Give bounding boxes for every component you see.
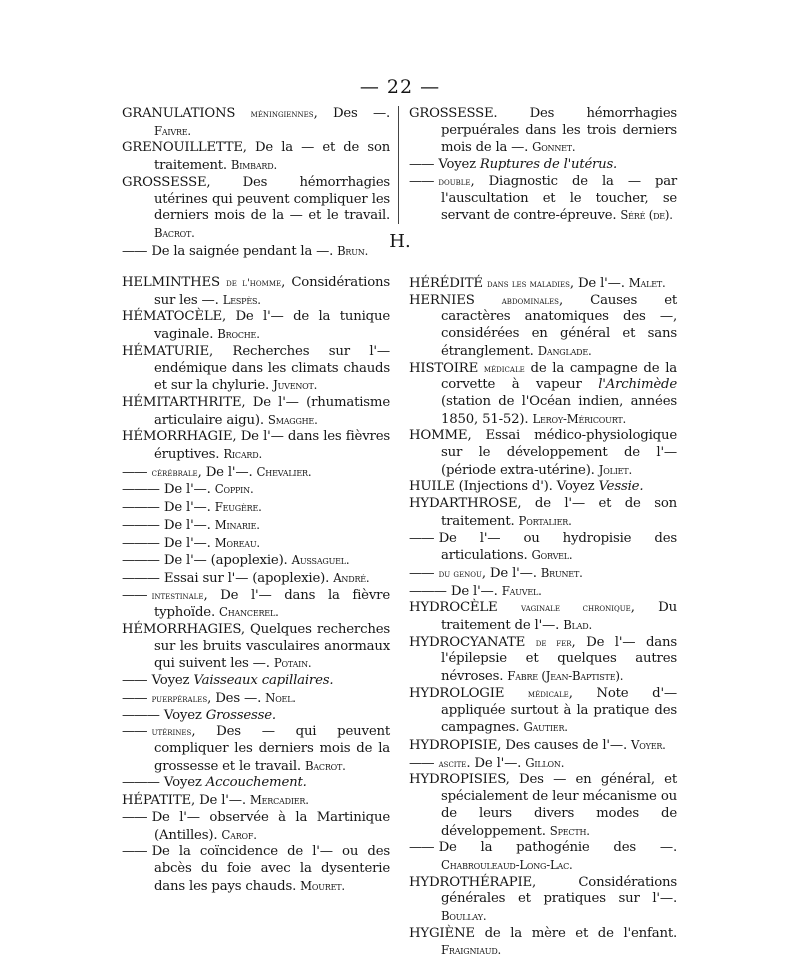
- entry-text: Essai sur l'— (apoplexie).: [163, 570, 330, 586]
- entry-author: Aussaguel.: [291, 553, 350, 568]
- entry-heading: HÉMATURIE: [122, 343, 210, 359]
- entry-author: Coppin.: [214, 482, 254, 497]
- entry-qualifier: dans les maladies: [486, 278, 570, 290]
- entry-author: Mercadier.: [249, 793, 309, 808]
- entry-text: Voyez: [163, 707, 202, 723]
- entry-author: Fraigniaud.: [441, 943, 502, 958]
- index-entry: [409, 686, 677, 737]
- ditto-dash: ———: [122, 553, 159, 569]
- entry-text: , De l'— dans l'épilepsie et quelques autres névroses.: [441, 634, 677, 685]
- entry-heading: HYDROTHÉRAPIE: [409, 874, 533, 890]
- entry-author: Leroy-Méricourt.: [532, 411, 627, 426]
- entry-author: Fauvel.: [501, 583, 542, 598]
- entry-reference: l'Archimède: [598, 377, 678, 393]
- index-entry: [409, 496, 677, 530]
- entry-author: Broche.: [217, 327, 260, 342]
- index-entry: [409, 755, 677, 773]
- entry-author: Moreau.: [214, 535, 260, 550]
- entry-text: (station de l'Océan indien, années 1850, 51-52).: [441, 393, 677, 427]
- index-entry: [122, 140, 390, 174]
- index-entry: [122, 708, 390, 725]
- index-entry: [122, 775, 390, 792]
- ditto-dash: ——: [409, 173, 434, 189]
- entry-author: Smagghe.: [267, 412, 318, 427]
- index-entry: [409, 635, 677, 686]
- entry-author: Chevalier.: [256, 464, 312, 479]
- entry-text: , Des — qui peuvent compliquer les derniers mois de la grossesse et le travail.: [154, 724, 390, 774]
- entry-text: De l'—.: [450, 583, 498, 599]
- ditto-dash: ——: [409, 157, 434, 173]
- entry-author: Bacrot.: [154, 225, 195, 240]
- entry-qualifier: puerpérales: [151, 692, 208, 705]
- entry-author: Boullay.: [441, 909, 487, 924]
- entry-text: De la coïncidence de l'— ou des abcès du foie avec la dysenterie dans les pays chauds.: [151, 844, 390, 894]
- index-entry: [409, 583, 677, 601]
- index-entry: [122, 429, 390, 463]
- index-entry: [122, 570, 390, 588]
- entry-text: , Causes et caractères anatomiques des —, considérées en général et sans étranglement.: [441, 292, 678, 359]
- index-entry: [122, 810, 390, 844]
- index-entry: [122, 535, 390, 553]
- index-entry: [409, 106, 677, 157]
- entry-author: Feugère.: [214, 500, 262, 515]
- index-entry: [122, 588, 390, 622]
- entry-text: , Considérations générales et pratiques sur l'—.: [441, 874, 677, 907]
- entry-text: De l'— observée à la Martinique (Antilles).: [151, 809, 390, 843]
- index-entry: [122, 395, 390, 429]
- entry-qualifier: de l'homme: [226, 277, 282, 289]
- entry-qualifier: double: [438, 175, 471, 188]
- index-entry: [409, 479, 677, 496]
- entry-heading: HÉMORRHAGIES: [122, 622, 241, 638]
- entry-author: Gonnet.: [532, 140, 576, 155]
- entry-author: Ricard.: [223, 447, 262, 462]
- entry-author: Potain.: [273, 656, 312, 671]
- section-letter: H.: [389, 231, 411, 252]
- ditto-dash: ———: [122, 775, 159, 791]
- entry-heading: HUILE: [409, 479, 455, 495]
- entry-qualifier: du genou: [438, 567, 482, 580]
- entry-author: Fabre (Jean-Baptiste).: [507, 669, 624, 684]
- index-entry: [122, 309, 390, 343]
- ditto-dash: ——: [122, 243, 147, 259]
- entry-text: , Considérations sur les —.: [154, 275, 390, 308]
- entry-heading: HYDROCYANATE: [409, 634, 526, 650]
- ditto-dash: ———: [122, 535, 159, 551]
- index-entry: [122, 344, 390, 395]
- ditto-dash: ——: [409, 840, 434, 856]
- index-entry: [409, 174, 677, 225]
- index-entry: [409, 600, 677, 634]
- entry-qualifier: médicale: [527, 687, 569, 700]
- ditto-dash: ——: [409, 530, 434, 546]
- index-entry: [122, 552, 390, 570]
- ditto-dash: ——: [122, 464, 147, 480]
- index-entry: [409, 361, 677, 429]
- column-divider: [398, 106, 399, 224]
- entry-text: , Des — en général, et spécialement de leur mécanisme ou de leurs divers modes de développement.: [441, 772, 677, 839]
- ditto-dash: ——: [122, 673, 147, 689]
- entry-author: André.: [333, 570, 370, 585]
- entry-reference: Grossesse.: [205, 707, 276, 723]
- entry-heading: GRENOUILLETTE: [122, 140, 243, 156]
- entry-author: Chabrouleaud-Long-Lac.: [441, 857, 573, 872]
- entry-text: , Des causes de l'—.: [497, 737, 627, 753]
- entry-author: Specth.: [549, 823, 590, 838]
- index-entry: [409, 737, 677, 755]
- entry-text: , De l'—.: [481, 565, 537, 581]
- index-entry: [409, 565, 677, 583]
- index-entry: [409, 875, 677, 926]
- entry-heading: HYDROCÈLE: [409, 600, 498, 616]
- entry-text: , Recherches sur l'— endémique dans les climats chauds et sur la chylurie.: [154, 343, 390, 394]
- entry-text: , Du traitement de l'—.: [441, 600, 677, 634]
- entry-author: Faivre.: [154, 123, 191, 138]
- entry-text: Voyez: [151, 673, 190, 689]
- ditto-dash: ——: [122, 809, 147, 825]
- entry-text: , De l'—.: [569, 276, 625, 291]
- entry-author: Carof.: [221, 827, 257, 842]
- page-number: — 22 —: [359, 76, 441, 98]
- index-entry: [409, 275, 677, 293]
- entry-author: Danglade.: [537, 343, 592, 358]
- entry-text: De l'—.: [163, 535, 211, 551]
- entry-text: , De l'— dans la fièvre typhoïde.: [154, 587, 390, 621]
- entry-heading: HÉMORRHAGIE: [122, 429, 233, 445]
- ditto-dash: ———: [122, 570, 159, 586]
- entry-author: Chancerel.: [219, 605, 279, 620]
- entry-reference: Vaisseaux capillaires.: [193, 673, 334, 689]
- entry-text: Voyez: [163, 775, 202, 791]
- entry-heading: HÉMITARTHRITE: [122, 394, 242, 410]
- entry-reference: Vessie.: [598, 479, 644, 495]
- ditto-dash: ——: [409, 565, 434, 581]
- entry-heading: HOMME: [409, 428, 468, 444]
- entry-text: De l'— ou hydropisie des articulations.: [438, 530, 677, 564]
- entry-qualifier: méningiennes: [250, 108, 314, 120]
- entry-heading: HYDROPISIE: [409, 737, 498, 753]
- entry-author: Bimbard.: [230, 158, 277, 173]
- ditto-dash: ———: [122, 500, 159, 516]
- entry-author: Gorvel.: [531, 548, 573, 563]
- entry-text: de la mère et de l'enfant.: [474, 925, 677, 941]
- entry-qualifier: vaginale chronique: [521, 602, 631, 615]
- entry-text: , Essai médico-physiologique sur le développement de l'— (période extra-utérine).: [441, 428, 677, 478]
- entry-author: Voyer.: [631, 737, 666, 752]
- entry-author: Bacrot.: [304, 758, 346, 773]
- ditto-dash: ——: [409, 755, 434, 771]
- entry-heading: HYGIÈNE: [409, 925, 475, 941]
- ditto-dash: ———: [122, 517, 159, 533]
- entry-reference: Accouchement.: [205, 775, 307, 791]
- entry-text: De l'—.: [163, 517, 211, 533]
- ditto-dash: ——: [122, 690, 147, 706]
- entry-heading: HELMINTHES: [122, 275, 220, 290]
- entry-text: , Diagnostic de la — par l'auscultation et le toucher, se servant de contre-épreuve.: [441, 173, 677, 224]
- entry-text: (Injections d'). Voyez: [454, 479, 595, 495]
- entry-author: Brunet.: [540, 565, 583, 580]
- index-entry: [122, 517, 390, 535]
- index-entry: [122, 690, 390, 708]
- ditto-dash: ——: [122, 587, 147, 603]
- entry-author: Portalier.: [518, 513, 572, 528]
- entry-qualifier: abdominales: [501, 294, 559, 307]
- entry-author: Blad.: [563, 618, 592, 633]
- entry-text: , Des —.: [207, 690, 262, 706]
- index-entry: [122, 464, 390, 482]
- index-entry: [122, 481, 390, 499]
- entry-text: , De la — et de son traitement.: [154, 140, 390, 174]
- index-entry: [122, 673, 390, 690]
- entry-heading: HYDROLOGIE: [409, 685, 505, 701]
- ditto-dash: ———: [122, 707, 159, 723]
- entry-author: Séré (de).: [620, 208, 673, 223]
- entry-text: , Des —.: [313, 106, 390, 121]
- entry-author: Mouret.: [300, 878, 345, 893]
- index-entry: [122, 106, 390, 140]
- entry-heading: HYDROPISIES: [409, 772, 506, 788]
- index-entry: [122, 724, 390, 775]
- entry-qualifier: ascite: [438, 757, 467, 770]
- entry-text: , Quelques recherches sur les bruits vasculaires anormaux qui suivent les —.: [154, 622, 390, 672]
- entry-text: , De l'—.: [191, 793, 246, 809]
- entry-text: , Des hémorrhagies utérines qui peuvent compliquer les derniers mois de la — et le travail.: [154, 174, 390, 224]
- index-entry: [409, 840, 677, 874]
- entry-text: , De l'— de la tunique vaginale.: [154, 309, 390, 343]
- entry-author: Brun.: [337, 243, 369, 258]
- entry-reference: Ruptures de l'utérus.: [479, 157, 618, 173]
- entry-text: De l'—.: [163, 500, 211, 516]
- index-entry: [122, 275, 390, 309]
- entry-text: De l'—.: [163, 482, 211, 498]
- ditto-dash: ———: [409, 583, 446, 599]
- entry-heading: GROSSESSE: [122, 174, 207, 190]
- entry-author: Lespès.: [222, 292, 261, 307]
- entry-author: Minarie.: [214, 517, 260, 532]
- top-right-column: [409, 106, 677, 225]
- index-entry: [409, 428, 677, 479]
- index-entry: [409, 531, 677, 565]
- entry-qualifier: cérébrale: [151, 466, 198, 479]
- entry-author: Joliet.: [598, 462, 632, 477]
- entry-text: De l'— (apoplexie).: [163, 553, 288, 569]
- entry-qualifier: de fer: [535, 636, 572, 649]
- left-column: [122, 275, 390, 895]
- entry-text: , de l'— et de son traitement.: [441, 496, 677, 529]
- entry-text: , Note d'— appliquée surtout à la pratique des campagnes.: [441, 685, 677, 736]
- ditto-dash: ——: [122, 844, 147, 860]
- entry-heading: HÉRÉDITÉ: [409, 276, 483, 291]
- index-entry: [122, 499, 390, 517]
- ditto-dash: ——: [122, 724, 147, 740]
- entry-author: Gautier.: [523, 720, 568, 735]
- right-column: [409, 275, 677, 960]
- index-entry: [122, 622, 390, 673]
- entry-heading: GROSSESSE: [409, 106, 494, 121]
- entry-author: Gillon.: [525, 755, 565, 770]
- entry-qualifier: intestinale: [151, 589, 204, 602]
- entry-heading: GRANULATIONS: [122, 106, 236, 121]
- entry-text: De la saignée pendant la —.: [151, 243, 334, 259]
- index-entry: [409, 926, 677, 960]
- entry-heading: HISTOIRE: [409, 360, 479, 376]
- entry-text: . Des hémorrhagies perpuérales dans les trois derniers mois de la —.: [441, 106, 677, 156]
- index-entry: [409, 772, 677, 840]
- entry-qualifier: médicale: [483, 362, 525, 375]
- entry-text: . De l'—.: [466, 755, 522, 771]
- entry-heading: HYDARTHROSE: [409, 496, 518, 512]
- entry-text: De la pathogénie des —.: [438, 840, 677, 856]
- entry-heading: HÉMATOCÈLE: [122, 309, 222, 325]
- entry-text: de la campagne de la corvette à vapeur: [441, 360, 677, 393]
- index-entry: [409, 157, 677, 174]
- entry-heading: HERNIES: [409, 292, 475, 308]
- ditto-dash: ———: [122, 482, 159, 498]
- index-entry: [122, 844, 390, 895]
- entry-author: Noel.: [265, 690, 296, 705]
- entry-author: Juvenot.: [273, 378, 318, 393]
- index-entry: [409, 293, 677, 361]
- entry-heading: HÉPATITE: [122, 793, 192, 809]
- entry-text: , De l'— dans les fièvres éruptives.: [154, 429, 390, 463]
- entry-text: , De l'—.: [197, 464, 253, 480]
- entry-text: Voyez: [438, 157, 476, 173]
- entry-author: Malet.: [628, 276, 666, 290]
- entry-qualifier: utérines: [151, 726, 192, 739]
- index-entry: [122, 792, 390, 810]
- entry-text: , De l'— (rhumatisme articulaire aigu).: [154, 394, 390, 428]
